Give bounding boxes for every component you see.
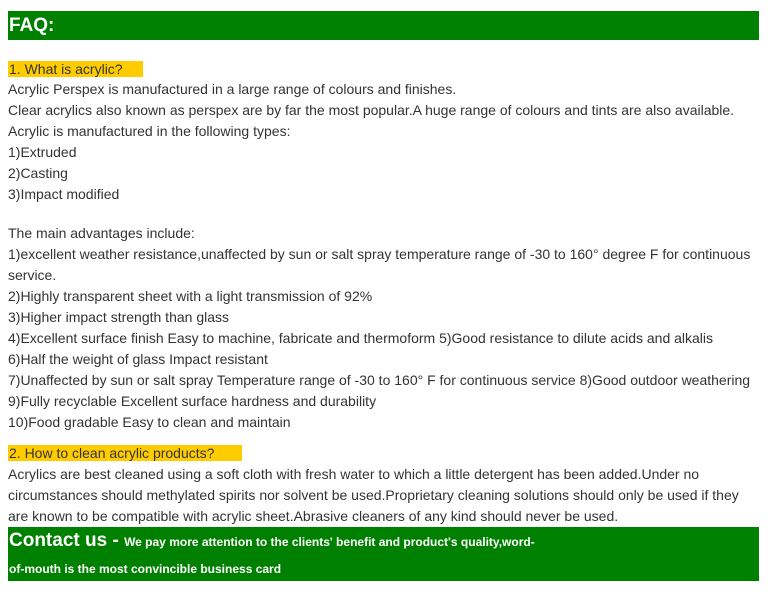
answer-line: 2)Casting: [8, 165, 68, 181]
question-1-heading: 1. What is acrylic?: [8, 61, 143, 77]
answer-line: Acrylic is manufactured in the following types:: [8, 123, 291, 139]
answer-line: Acrylic Perspex is manufactured in a large range of colours and finishes.: [8, 81, 457, 97]
answer-line: Acrylics are best cleaned using a soft cloth with fresh water to which a little detergent has been added.Under no: [8, 466, 700, 482]
answer-line: 3)Higher impact strength than glass: [8, 309, 229, 325]
answer-line: are known to be compatible with acrylic sheet.Abrasive cleaners of any kind should never be used.: [8, 508, 619, 524]
answer-line: 7)Unaffected by sun or salt spray Temperature range of -30 to 160° F for continuous service 8)Good outdoor weathering: [8, 372, 751, 388]
answer-line: The main advantages include:: [8, 225, 195, 241]
answer-line: 3)Impact modified: [8, 186, 120, 202]
contact-title: Contact us -: [9, 530, 125, 551]
contact-bar: [8, 527, 759, 581]
answer-line: 1)excellent weather resistance,unaffected by sun or salt spray temperature range of -30 to 160° degree F for continuous: [8, 246, 751, 262]
answer-line: 9)Fully recyclable Excellent surface hardness and durability: [8, 393, 377, 409]
answer-line: 2)Highly transparent sheet with a light transmission of 92%: [8, 288, 373, 304]
answer-line: 6)Half the weight of glass Impact resistant: [8, 351, 268, 367]
answer-line: 10)Food gradable Easy to clean and maintain: [8, 414, 291, 430]
contact-heading: [9, 530, 535, 552]
faq-title: FAQ:: [9, 15, 55, 36]
answer-line: service.: [8, 267, 57, 283]
answer-line: 4)Excellent surface finish Easy to machine, fabricate and thermoform 5)Good resistance to dilute acids and alkalis: [8, 330, 714, 346]
faq-header-bar: [8, 11, 759, 40]
answer-line: circumstances should methylated spirits nor solvent be used.Proprietary cleaning solutions should only be used if they: [8, 487, 739, 503]
question-2-heading: 2. How to clean acrylic products?: [8, 445, 242, 461]
contact-text-line-2: of-mouth is the most convincible business card: [9, 562, 282, 576]
contact-text-line-1: We pay more attention to the clients' benefit and product's quality,word-: [124, 535, 535, 549]
answer-line: 1)Extruded: [8, 144, 77, 160]
answer-line: Clear acrylics also known as perspex are by far the most popular.A huge range of colours and tints are also available.: [8, 102, 735, 118]
